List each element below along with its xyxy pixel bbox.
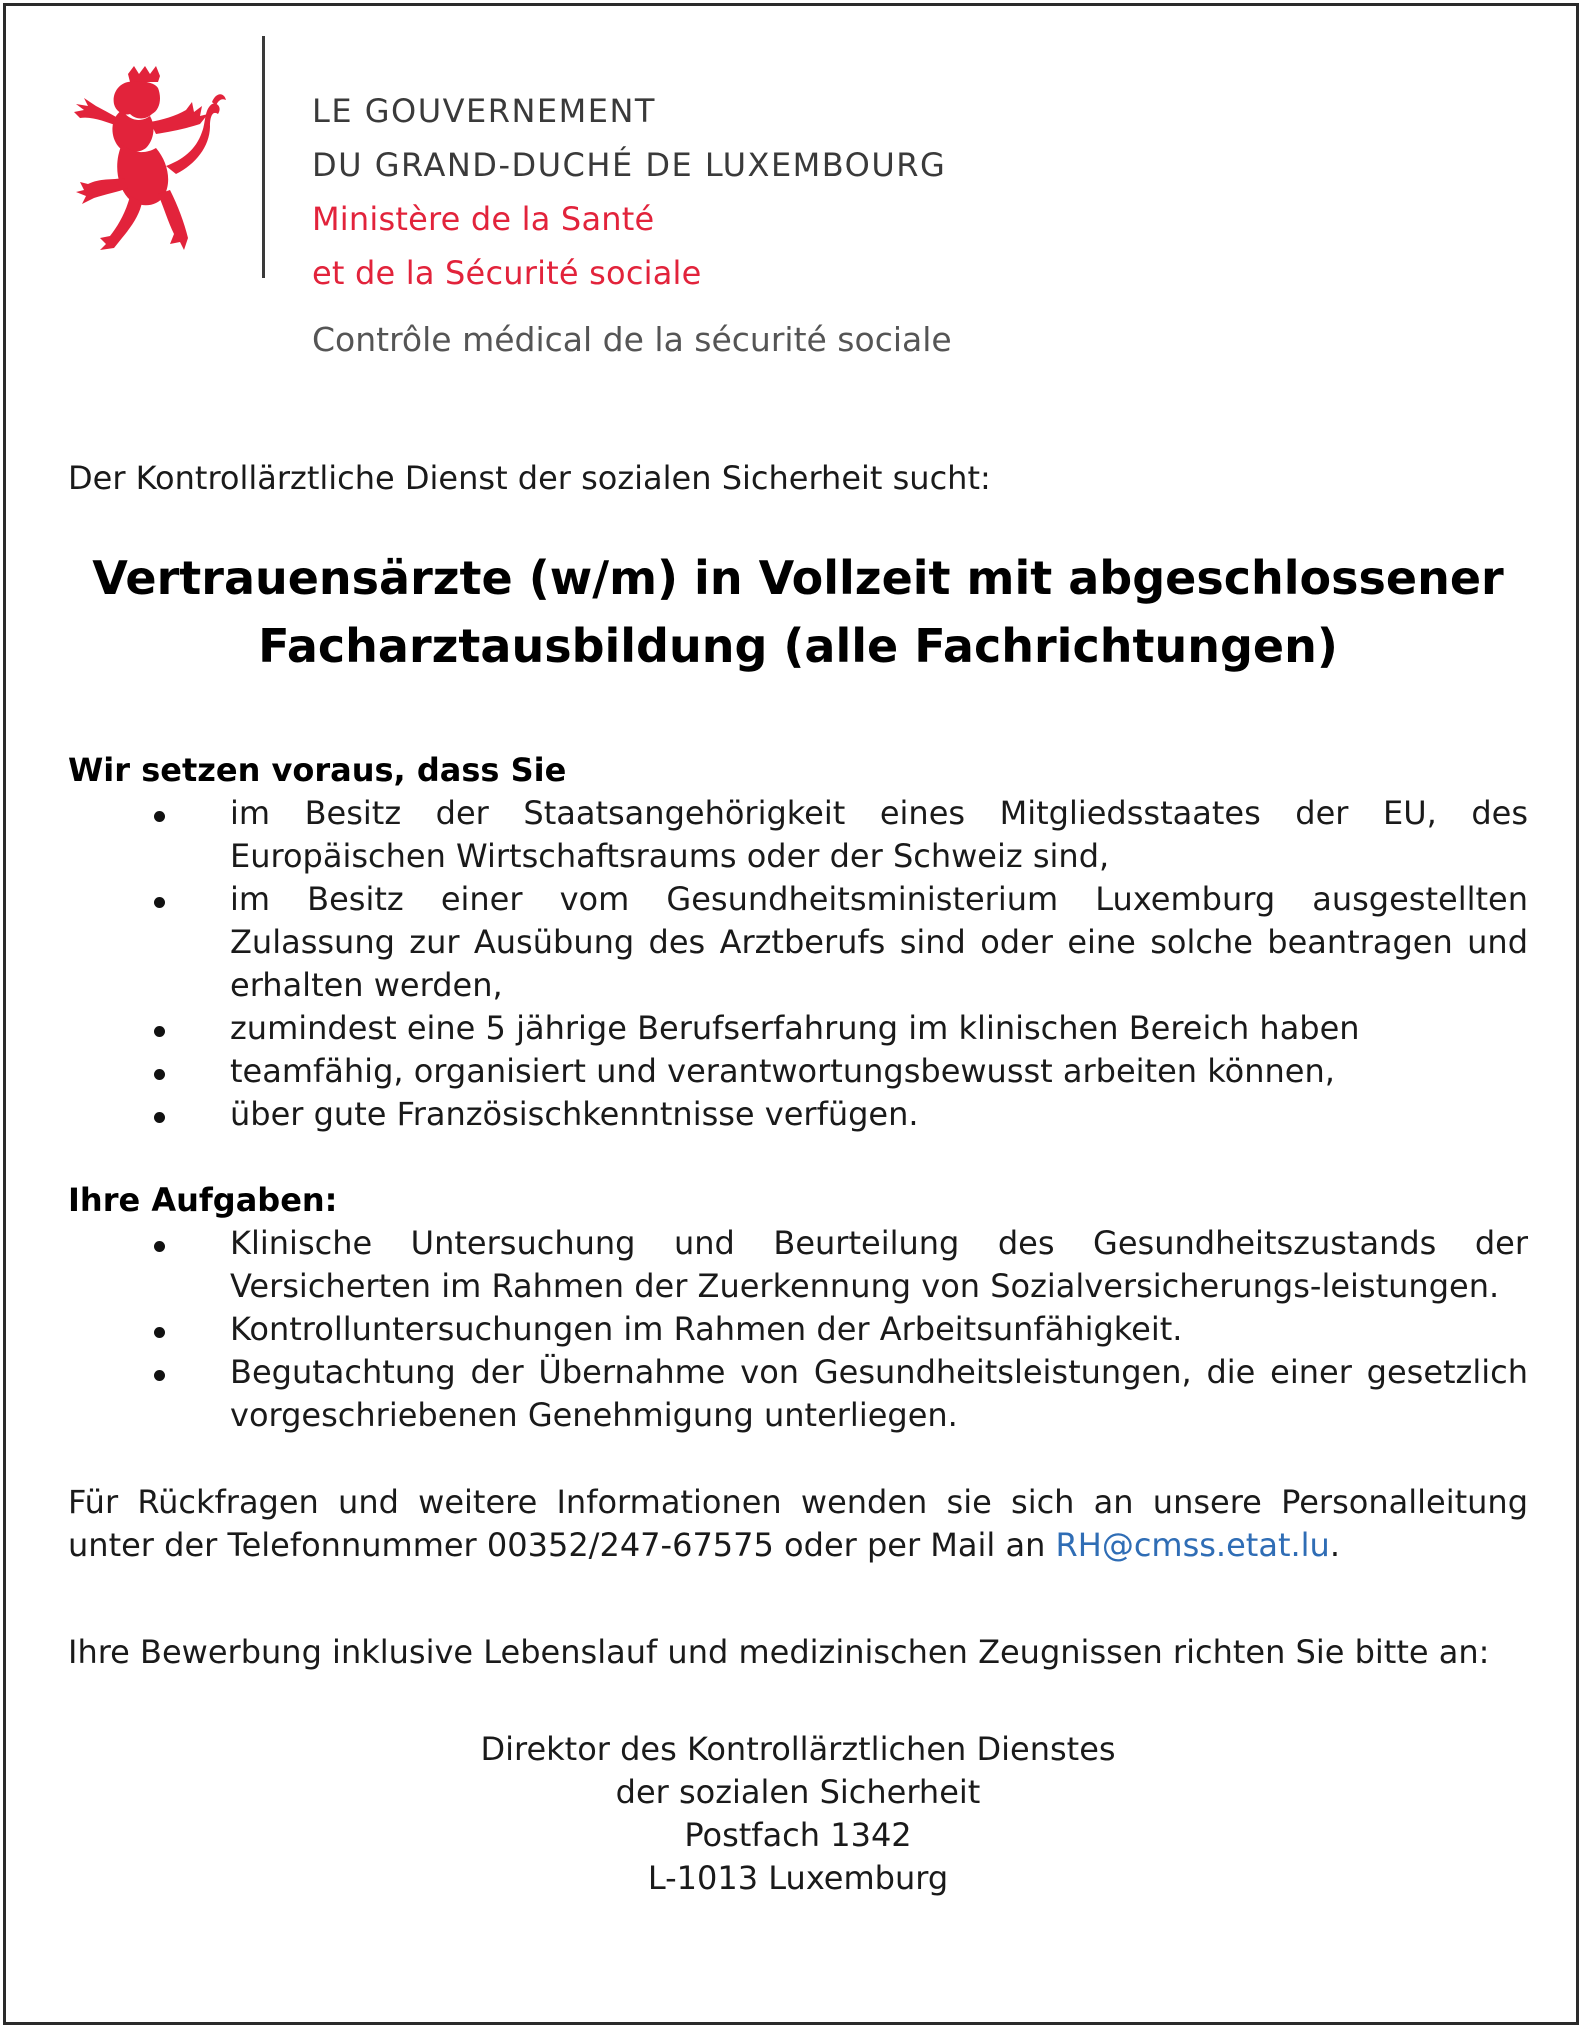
bullet-icon xyxy=(154,1026,165,1037)
job-title-line-1: Vertrauensärzte (w/m) in Vollzeit mit abgeschlossener xyxy=(92,551,1504,605)
bullet-icon xyxy=(154,1069,165,1080)
requirements-heading: Wir setzen voraus, dass Sie xyxy=(68,751,567,789)
bullet-icon xyxy=(154,811,165,822)
list-item xyxy=(68,1007,1528,1050)
bullet-icon xyxy=(154,1327,165,1338)
bullet-icon xyxy=(154,1370,165,1381)
contact-end: . xyxy=(1329,1526,1340,1564)
bullet-icon xyxy=(154,1112,165,1123)
requirement-text: zumindest eine 5 jährige Berufserfahrung im klinischen Bereich haben xyxy=(230,1009,1360,1047)
list-item xyxy=(68,1093,1528,1136)
bullet-icon xyxy=(154,897,165,908)
gov-line-1: LE GOUVERNEMENT xyxy=(312,92,656,130)
address-line-4: L-1013 Luxemburg xyxy=(647,1859,949,1897)
address-line-2: der sozialen Sicherheit xyxy=(615,1773,981,1811)
header-divider xyxy=(262,36,265,278)
department-name: Contrôle médical de la sécurité sociale xyxy=(312,320,952,359)
requirement-text: im Besitz einer vom Gesundheitsministerium Luxemburg ausgestellten Zulassung zur Ausübung des Arztberufs sind oder eine solche beantragen und erhalten werden, xyxy=(230,880,1528,1004)
list-item xyxy=(68,878,1528,1007)
government-wordmark xyxy=(312,84,946,300)
task-text: Kontrolluntersuchungen im Rahmen der Arbeitsunfähigkeit. xyxy=(230,1310,1183,1348)
task-text: Klinische Untersuchung und Beurteilung des Gesundheitszustands der Versicherten im Rahmen der Zuerkennung von Sozialversicherungs-leistungen. xyxy=(230,1224,1528,1305)
task-text: Begutachtung der Übernahme von Gesundheitsleistungen, die einer gesetzlich vorgeschriebenen Genehmigung unterliegen. xyxy=(230,1353,1528,1434)
bullet-icon xyxy=(154,1241,165,1252)
contact-paragraph xyxy=(68,1481,1528,1567)
address-line-1: Direktor des Kontrollärztlichen Dienstes xyxy=(480,1730,1116,1768)
contact-text: Für Rückfragen und weitere Informationen wenden sie sich an unsere Personalleitung unter der Telefonnummer 00352/247-67575 oder per Mail an xyxy=(68,1483,1528,1564)
requirement-text: über gute Französischkenntnisse verfügen. xyxy=(230,1095,919,1133)
ministry-line-2: et de la Sécurité sociale xyxy=(312,254,702,292)
intro-text: Der Kontrollärztliche Dienst der sozialen Sicherheit sucht: xyxy=(68,459,991,497)
gov-line-2: DU GRAND-DUCHÉ DE LUXEMBOURG xyxy=(312,146,947,184)
requirement-text: im Besitz der Staatsangehörigkeit eines Mitgliedsstaates der EU, des Europäischen Wirtschaftsraums oder der Schweiz sind, xyxy=(230,794,1528,875)
list-item xyxy=(68,1308,1528,1351)
list-item xyxy=(68,1050,1528,1093)
list-item xyxy=(68,792,1528,878)
ministry-line-1: Ministère de la Santé xyxy=(312,200,655,238)
red-lion-coat-of-arms-icon xyxy=(66,66,226,256)
email-link[interactable]: RH@cmss.etat.lu xyxy=(1055,1526,1330,1564)
postal-address xyxy=(68,1728,1528,1900)
requirement-text: teamfähig, organisiert und verantwortungsbewusst arbeiten können, xyxy=(230,1052,1335,1090)
tasks-list xyxy=(68,1222,1528,1437)
list-item xyxy=(68,1351,1528,1437)
requirements-list xyxy=(68,792,1528,1136)
address-line-3: Postfach 1342 xyxy=(684,1816,912,1854)
main-content xyxy=(68,456,1528,1900)
job-advertisement xyxy=(3,3,1579,2025)
application-paragraph: Ihre Bewerbung inklusive Lebenslauf und medizinischen Zeugnissen richten Sie bitte an: xyxy=(68,1633,1490,1671)
tasks-heading: Ihre Aufgaben: xyxy=(68,1181,338,1219)
job-title xyxy=(68,544,1528,680)
job-title-line-2: Facharztausbildung (alle Fachrichtungen) xyxy=(258,619,1338,673)
list-item xyxy=(68,1222,1528,1308)
